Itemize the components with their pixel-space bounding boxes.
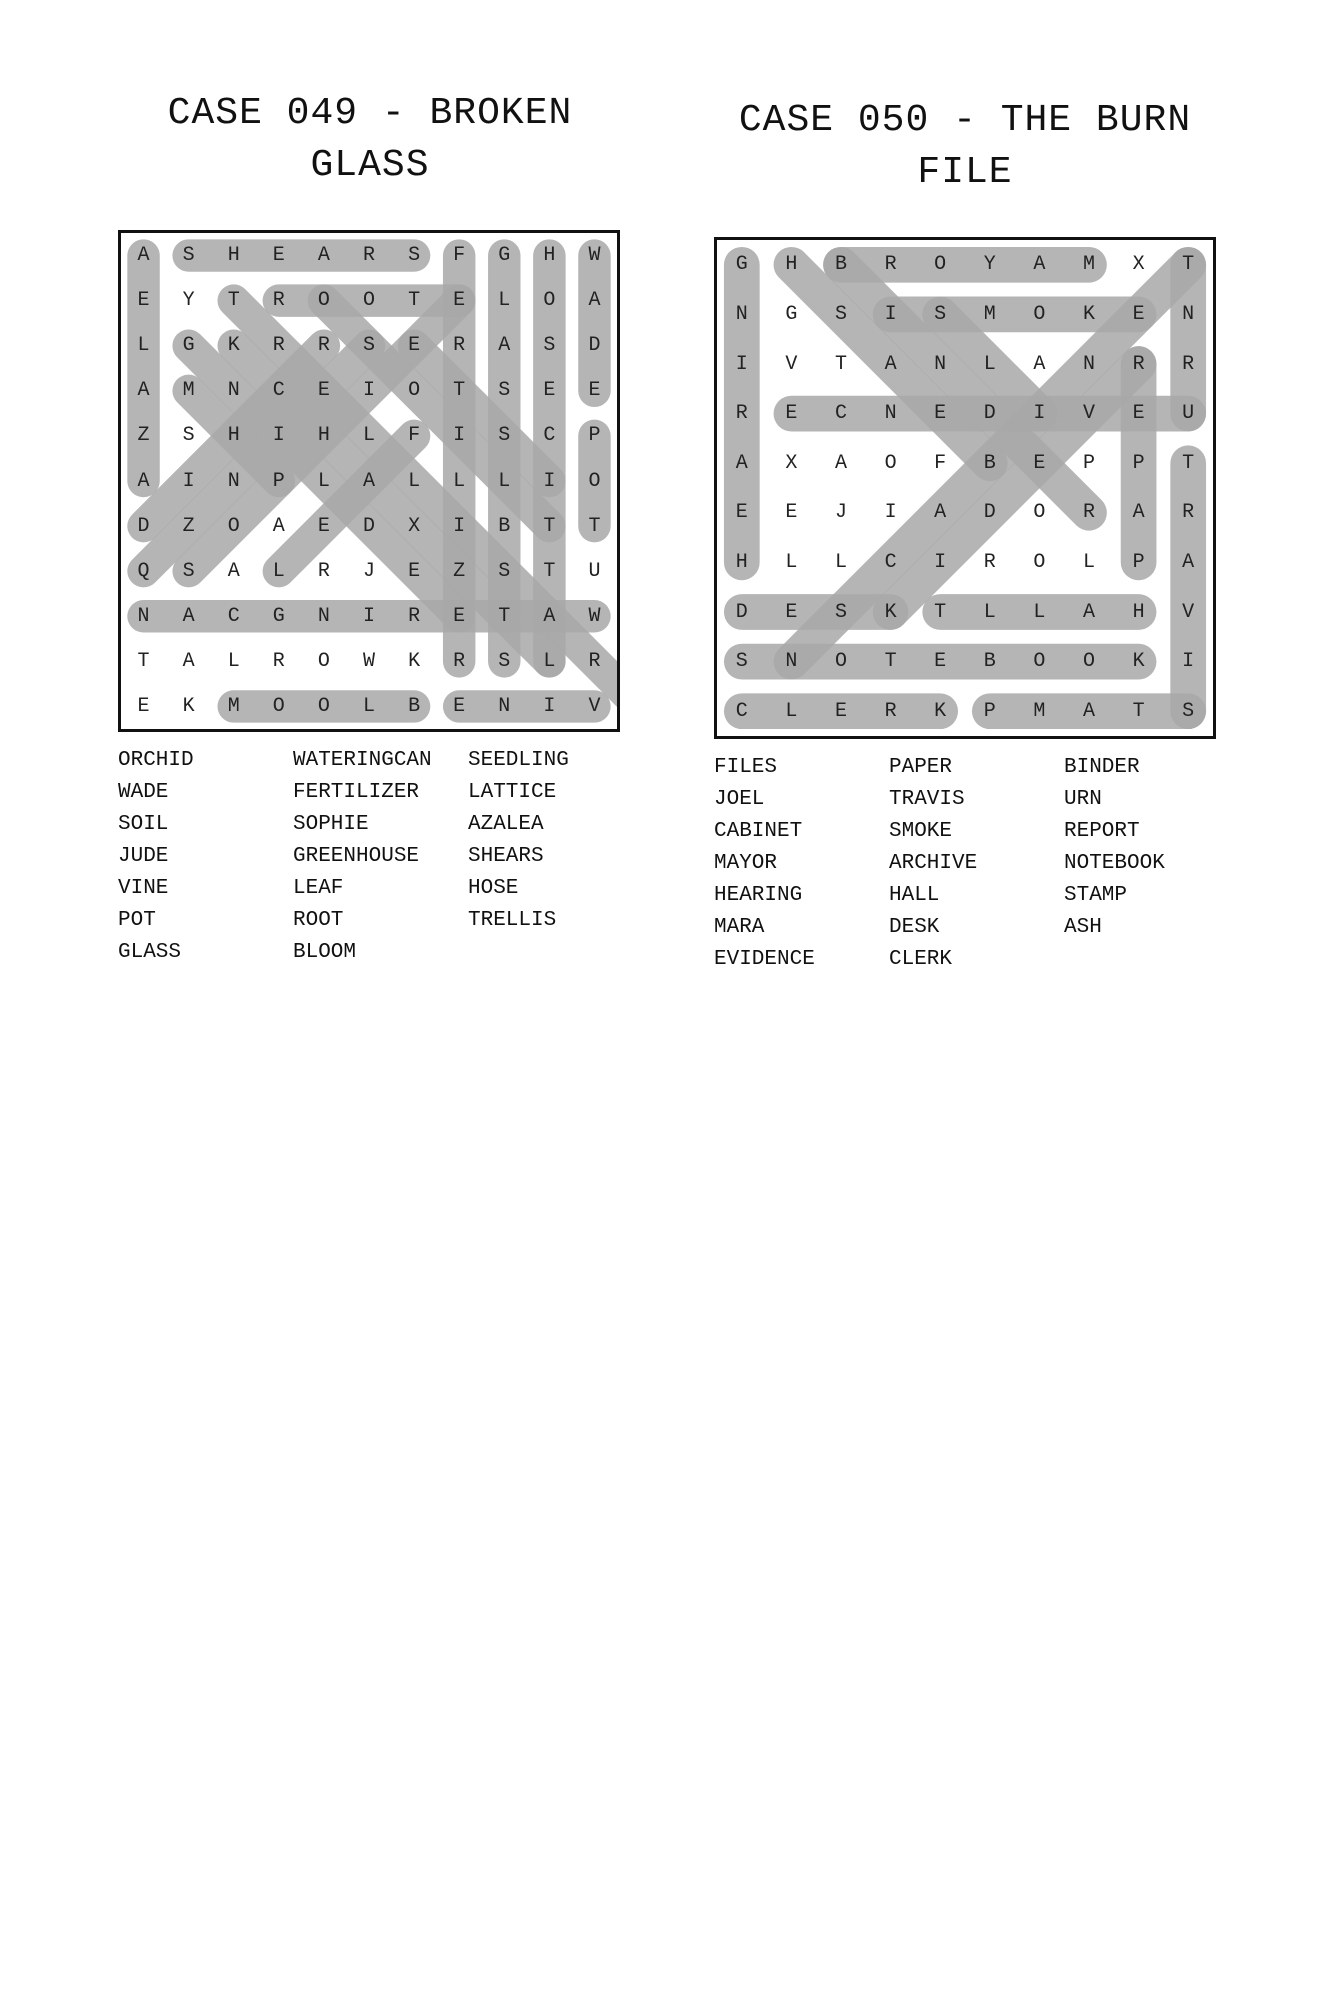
grid-cell[interactable]: J [362, 559, 375, 583]
word-list-item: HOSE [468, 877, 519, 900]
grid-cell[interactable]: T [543, 559, 556, 583]
grid-cell[interactable]: R [1182, 501, 1195, 525]
grid-cell[interactable]: O [588, 469, 601, 493]
grid-cell[interactable]: G [785, 302, 798, 326]
grid-cell[interactable]: S [543, 334, 556, 358]
grid-cell[interactable]: D [588, 334, 601, 358]
grid-cell[interactable]: O [1033, 501, 1046, 525]
grid-cell[interactable]: E [934, 650, 947, 674]
word-list-item: JUDE [118, 845, 169, 868]
grid-cell[interactable]: H [227, 424, 240, 448]
grid-cell[interactable]: O [884, 451, 897, 475]
grid-cell[interactable]: B [408, 694, 421, 718]
grid-cell[interactable]: S [182, 559, 195, 583]
word-list-item: ARCHIVE [889, 852, 978, 875]
grid-cell[interactable]: N [317, 604, 330, 628]
grid-cell[interactable]: O [934, 253, 947, 277]
grid-cell[interactable]: U [1182, 402, 1195, 426]
grid-cell[interactable]: E [1132, 302, 1145, 326]
grid-cell[interactable]: K [884, 600, 897, 624]
grid-cell[interactable]: P [272, 469, 285, 493]
grid-cell[interactable]: T [1182, 451, 1195, 475]
grid-cell[interactable]: S [735, 650, 748, 674]
grid-cell[interactable]: A [182, 649, 195, 673]
grid-cell[interactable]: A [498, 334, 511, 358]
grid-cell[interactable]: A [137, 379, 150, 403]
grid-cell[interactable]: A [588, 289, 601, 313]
grid-cell[interactable]: O [272, 694, 285, 718]
grid-cell[interactable]: V [1182, 600, 1195, 624]
grid-cell[interactable]: C [543, 424, 556, 448]
word-list-item: SEEDLING [468, 749, 569, 772]
grid-cell[interactable]: E [1033, 451, 1046, 475]
grid-cell[interactable]: L [227, 649, 240, 673]
word-list-item: ORCHID [118, 749, 194, 772]
grid-cell[interactable]: L [272, 559, 285, 583]
grid-cell[interactable]: D [137, 514, 150, 538]
word-list-item: TRAVIS [889, 788, 965, 811]
grid-cell[interactable]: A [317, 244, 330, 268]
grid-cell[interactable]: W [588, 244, 601, 268]
grid-cell[interactable]: K [182, 694, 195, 718]
grid-cell[interactable]: A [735, 451, 748, 475]
grid-cell[interactable]: B [834, 253, 847, 277]
grid-cell[interactable]: H [1132, 600, 1145, 624]
grid-cell[interactable]: Y [983, 253, 996, 277]
grid-cell[interactable]: E [408, 334, 421, 358]
grid-cell[interactable]: S [934, 302, 947, 326]
grid-cell[interactable]: W [362, 649, 375, 673]
word-list-item: NOTEBOOK [1064, 852, 1165, 875]
word-list-item: ROOT [293, 909, 344, 932]
grid-cell[interactable]: N [884, 402, 897, 426]
grid-cell[interactable]: R [983, 550, 996, 574]
grid-cell[interactable]: P [983, 699, 996, 723]
word-list-item: JOEL [714, 788, 765, 811]
grid-cell[interactable]: N [137, 604, 150, 628]
grid-cell[interactable]: D [362, 514, 375, 538]
grid-cell[interactable]: E [785, 501, 798, 525]
word-list-column [714, 752, 815, 976]
word-list-item: TRELLIS [468, 909, 557, 932]
grid-cell[interactable]: I [362, 379, 375, 403]
word-list-item: GREENHOUSE [293, 845, 420, 868]
grid-cell[interactable]: E [1132, 402, 1145, 426]
grid-cell[interactable]: A [884, 352, 897, 376]
grid-cell[interactable]: T [453, 379, 466, 403]
grid-cell[interactable]: R [317, 334, 330, 358]
word-list [118, 745, 638, 985]
grid-cell[interactable]: O [317, 694, 330, 718]
grid-cell[interactable]: E [735, 501, 748, 525]
grid-cell[interactable]: H [317, 424, 330, 448]
grid-cell[interactable]: O [1082, 650, 1095, 674]
grid-cell[interactable]: G [182, 334, 195, 358]
word-list-item: AZALEA [468, 813, 544, 836]
grid-cell[interactable]: E [137, 289, 150, 313]
word-list [714, 752, 1234, 992]
grid-cell[interactable]: D [983, 402, 996, 426]
grid-cell[interactable]: K [934, 699, 947, 723]
grid-cell[interactable]: M [182, 379, 195, 403]
grid-cell[interactable]: E [588, 379, 601, 403]
grid-cell[interactable]: L [834, 550, 847, 574]
grid-cell[interactable]: N [735, 302, 748, 326]
grid-cell[interactable]: I [735, 352, 748, 376]
grid-cell[interactable]: K [1132, 650, 1145, 674]
grid-cell[interactable]: P [1132, 550, 1145, 574]
grid-cell[interactable]: C [735, 699, 748, 723]
grid-cell[interactable]: I [934, 550, 947, 574]
grid-cell[interactable]: S [1182, 699, 1195, 723]
word-list-column [118, 745, 194, 969]
grid-cell[interactable]: E [408, 559, 421, 583]
grid-cell[interactable]: W [588, 604, 601, 628]
grid-cell[interactable]: E [317, 379, 330, 403]
grid-cell[interactable]: X [1132, 253, 1145, 277]
grid-cell[interactable]: L [1033, 600, 1046, 624]
grid-cell[interactable]: R [884, 699, 897, 723]
grid-cell[interactable]: C [227, 604, 240, 628]
grid-cell[interactable]: Y [182, 289, 195, 313]
grid-cell[interactable]: F [408, 424, 421, 448]
grid-cell[interactable]: R [735, 402, 748, 426]
word-list-item: SOPHIE [293, 813, 369, 836]
grid-cell[interactable]: S [498, 649, 511, 673]
grid-cell[interactable]: R [362, 244, 375, 268]
grid-cell[interactable]: O [408, 379, 421, 403]
grid-cell[interactable]: V [1082, 402, 1095, 426]
grid-cell[interactable]: T [408, 289, 421, 313]
word-list-item: CLERK [889, 948, 953, 971]
grid-cell[interactable]: S [182, 424, 195, 448]
grid-cell[interactable]: X [785, 451, 798, 475]
word-list-item: SHEARS [468, 845, 544, 868]
grid-cell[interactable]: G [272, 604, 285, 628]
grid-cell[interactable]: R [1182, 352, 1195, 376]
word-list-item: SOIL [118, 813, 169, 836]
grid-cell[interactable]: S [834, 302, 847, 326]
grid-cell[interactable]: A [1033, 352, 1046, 376]
grid-cell[interactable]: M [1082, 253, 1095, 277]
grid-cell[interactable]: M [227, 694, 240, 718]
grid-cell[interactable]: L [543, 649, 556, 673]
grid-cell[interactable]: T [834, 352, 847, 376]
grid-cell[interactable]: G [498, 244, 511, 268]
grid-cell[interactable]: F [453, 244, 466, 268]
grid-cell[interactable]: H [543, 244, 556, 268]
word-list-column [468, 745, 569, 937]
word-list-item: BLOOM [293, 941, 357, 964]
grid-cell[interactable]: B [983, 451, 996, 475]
grid-cell[interactable]: S [408, 244, 421, 268]
grid-cell[interactable]: L [362, 694, 375, 718]
grid-cell[interactable]: P [1082, 451, 1095, 475]
grid-cell[interactable]: H [735, 550, 748, 574]
word-list-item: SMOKE [889, 820, 953, 843]
word-list-item: HEARING [714, 884, 803, 907]
grid-cell[interactable]: C [884, 550, 897, 574]
grid-cell[interactable]: L [785, 699, 798, 723]
grid-cell[interactable]: R [453, 334, 466, 358]
word-list-item: DESK [889, 916, 940, 939]
grid-cell[interactable]: I [453, 424, 466, 448]
grid-cell[interactable]: L [453, 469, 466, 493]
grid-cell[interactable]: S [498, 379, 511, 403]
grid-cell[interactable]: M [983, 302, 996, 326]
grid-cell[interactable]: E [272, 244, 285, 268]
word-list-column [1064, 752, 1165, 944]
grid-cell[interactable]: S [834, 600, 847, 624]
grid-cell[interactable]: N [1182, 302, 1195, 326]
puzzle-title: CASE 050 - THE BURN FILE [738, 99, 1192, 194]
word-list-item: PAPER [889, 756, 953, 779]
grid-cell[interactable]: Z [453, 559, 466, 583]
grid-cell[interactable]: I [1182, 650, 1195, 674]
word-list-item: URN [1064, 788, 1102, 811]
grid-cell[interactable]: A [1182, 550, 1195, 574]
grid-cell[interactable]: R [272, 289, 285, 313]
grid-cell[interactable]: O [1033, 302, 1046, 326]
grid-cell[interactable]: E [785, 402, 798, 426]
grid-cell[interactable]: K [227, 334, 240, 358]
grid-cell[interactable]: V [785, 352, 798, 376]
grid-cell[interactable]: D [735, 600, 748, 624]
grid-cell[interactable]: L [317, 469, 330, 493]
grid-cell[interactable]: L [498, 469, 511, 493]
grid-cell[interactable]: A [834, 451, 847, 475]
word-list-item: BINDER [1064, 756, 1140, 779]
grid-cell[interactable]: E [543, 379, 556, 403]
grid-cell[interactable]: A [1132, 501, 1145, 525]
grid-cell[interactable]: A [543, 604, 556, 628]
word-list-item: ASH [1064, 916, 1102, 939]
grid-cell[interactable]: O [1033, 650, 1046, 674]
grid-cell[interactable]: R [408, 604, 421, 628]
grid-cell[interactable]: T [137, 649, 150, 673]
grid-cell[interactable]: H [785, 253, 798, 277]
grid-cell[interactable]: A [1033, 253, 1046, 277]
grid-cell[interactable]: J [834, 501, 847, 525]
grid-cell[interactable]: O [317, 289, 330, 313]
grid-cell[interactable]: N [1082, 352, 1095, 376]
grid-cell[interactable]: R [272, 649, 285, 673]
grid-cell[interactable]: L [983, 352, 996, 376]
puzzle-title: CASE 049 - BROKEN GLASS [167, 92, 573, 187]
word-list-item: WATERINGCAN [293, 749, 432, 772]
grid-cell[interactable]: C [272, 379, 285, 403]
grid-cell[interactable]: T [588, 514, 601, 538]
grid-cell[interactable]: I [453, 514, 466, 538]
grid-cell[interactable]: G [735, 253, 748, 277]
grid-cell[interactable]: R [588, 649, 601, 673]
grid-cell[interactable]: B [498, 514, 511, 538]
word-list-item: WADE [118, 781, 169, 804]
grid-cell[interactable]: R [884, 253, 897, 277]
grid-cell[interactable]: L [1082, 550, 1095, 574]
word-list-column [293, 745, 432, 969]
word-list-item: FILES [714, 756, 778, 779]
grid-cell[interactable]: L [362, 424, 375, 448]
grid-cell[interactable]: A [1082, 699, 1095, 723]
word-search-grid[interactable] [118, 230, 620, 732]
grid-cell[interactable]: R [453, 649, 466, 673]
grid-cell[interactable]: T [1182, 253, 1195, 277]
grid-cell[interactable]: N [498, 694, 511, 718]
grid-cell[interactable]: U [588, 559, 601, 583]
grid-cell[interactable]: L [137, 334, 150, 358]
grid-cell[interactable]: S [182, 244, 195, 268]
grid-cell[interactable]: E [317, 514, 330, 538]
grid-cell[interactable]: O [543, 289, 556, 313]
grid-cell[interactable]: M [1033, 699, 1046, 723]
grid-cell[interactable]: K [408, 649, 421, 673]
grid-cell[interactable]: E [453, 694, 466, 718]
grid-cell[interactable]: T [498, 604, 511, 628]
word-list-item: STAMP [1064, 884, 1128, 907]
grid-cell[interactable]: E [453, 604, 466, 628]
grid-cell[interactable]: E [785, 600, 798, 624]
grid-cell[interactable]: L [498, 289, 511, 313]
grid-cell[interactable]: O [227, 514, 240, 538]
grid-cell[interactable]: N [227, 379, 240, 403]
word-search-grid[interactable] [714, 237, 1216, 739]
word-list-item: MAYOR [714, 852, 778, 875]
word-list-item: MARA [714, 916, 765, 939]
word-list-item: POT [118, 909, 156, 932]
grid-cell[interactable]: Q [137, 559, 150, 583]
grid-cell[interactable]: I [362, 604, 375, 628]
word-list-item: FERTILIZER [293, 781, 420, 804]
grid-cell[interactable]: L [408, 469, 421, 493]
grid-cell[interactable]: A [1082, 600, 1095, 624]
grid-cell[interactable]: T [227, 289, 240, 313]
grid-cell[interactable]: I [272, 424, 285, 448]
grid-cell[interactable]: L [983, 600, 996, 624]
grid-cell[interactable]: T [934, 600, 947, 624]
grid-cell[interactable]: F [934, 451, 947, 475]
grid-cell[interactable]: H [227, 244, 240, 268]
grid-cell[interactable]: O [317, 649, 330, 673]
grid-cell[interactable]: P [1132, 451, 1145, 475]
grid-cell[interactable]: E [137, 694, 150, 718]
word-list-item: REPORT [1064, 820, 1140, 843]
grid-cell[interactable]: A [137, 469, 150, 493]
grid-cell[interactable]: D [983, 501, 996, 525]
grid-cell[interactable]: I [1033, 402, 1046, 426]
grid-cell[interactable]: R [272, 334, 285, 358]
grid-cell[interactable]: R [317, 559, 330, 583]
word-list-column [889, 752, 977, 976]
grid-cell[interactable]: Z [182, 514, 195, 538]
grid-cell[interactable]: P [588, 424, 601, 448]
grid-cell[interactable]: E [934, 402, 947, 426]
word-list-item: LEAF [293, 877, 344, 900]
grid-cell[interactable]: S [498, 424, 511, 448]
grid-cell[interactable]: I [543, 694, 556, 718]
grid-cell[interactable]: I [182, 469, 195, 493]
grid-cell[interactable]: V [588, 694, 601, 718]
grid-cell[interactable]: T [1132, 699, 1145, 723]
grid-cell[interactable]: I [543, 469, 556, 493]
grid-cell[interactable]: X [408, 514, 421, 538]
grid-cell[interactable]: I [884, 501, 897, 525]
grid-cell[interactable]: C [834, 402, 847, 426]
grid-cell[interactable]: R [1082, 501, 1095, 525]
grid-cell[interactable]: T [543, 514, 556, 538]
grid-cell[interactable]: N [227, 469, 240, 493]
grid-cell[interactable]: I [884, 302, 897, 326]
grid-cell[interactable]: Z [137, 424, 150, 448]
grid-cell[interactable]: A [227, 559, 240, 583]
grid-cell[interactable]: S [362, 334, 375, 358]
grid-cell[interactable]: A [934, 501, 947, 525]
grid-cell[interactable]: R [1132, 352, 1145, 376]
grid-cell[interactable]: E [453, 289, 466, 313]
grid-cell[interactable]: O [834, 650, 847, 674]
grid-cell[interactable]: N [785, 650, 798, 674]
word-list-item: CABINET [714, 820, 803, 843]
word-list-item: HALL [889, 884, 940, 907]
grid-cell[interactable]: O [362, 289, 375, 313]
grid-cell[interactable]: L [785, 550, 798, 574]
grid-cell[interactable]: A [362, 469, 375, 493]
grid-cell[interactable]: A [182, 604, 195, 628]
word-list-item: LATTICE [468, 781, 557, 804]
word-list-item: EVIDENCE [714, 948, 815, 971]
word-list-item: GLASS [118, 941, 182, 964]
grid-cell[interactable]: E [834, 699, 847, 723]
grid-cell[interactable]: T [884, 650, 897, 674]
grid-cell[interactable]: B [983, 650, 996, 674]
word-list-item: VINE [118, 877, 169, 900]
grid-cell[interactable]: S [498, 559, 511, 583]
grid-cell[interactable]: A [272, 514, 285, 538]
grid-cell[interactable]: O [1033, 550, 1046, 574]
grid-cell[interactable]: K [1082, 302, 1095, 326]
grid-cell[interactable]: A [137, 244, 150, 268]
grid-cell[interactable]: N [934, 352, 947, 376]
